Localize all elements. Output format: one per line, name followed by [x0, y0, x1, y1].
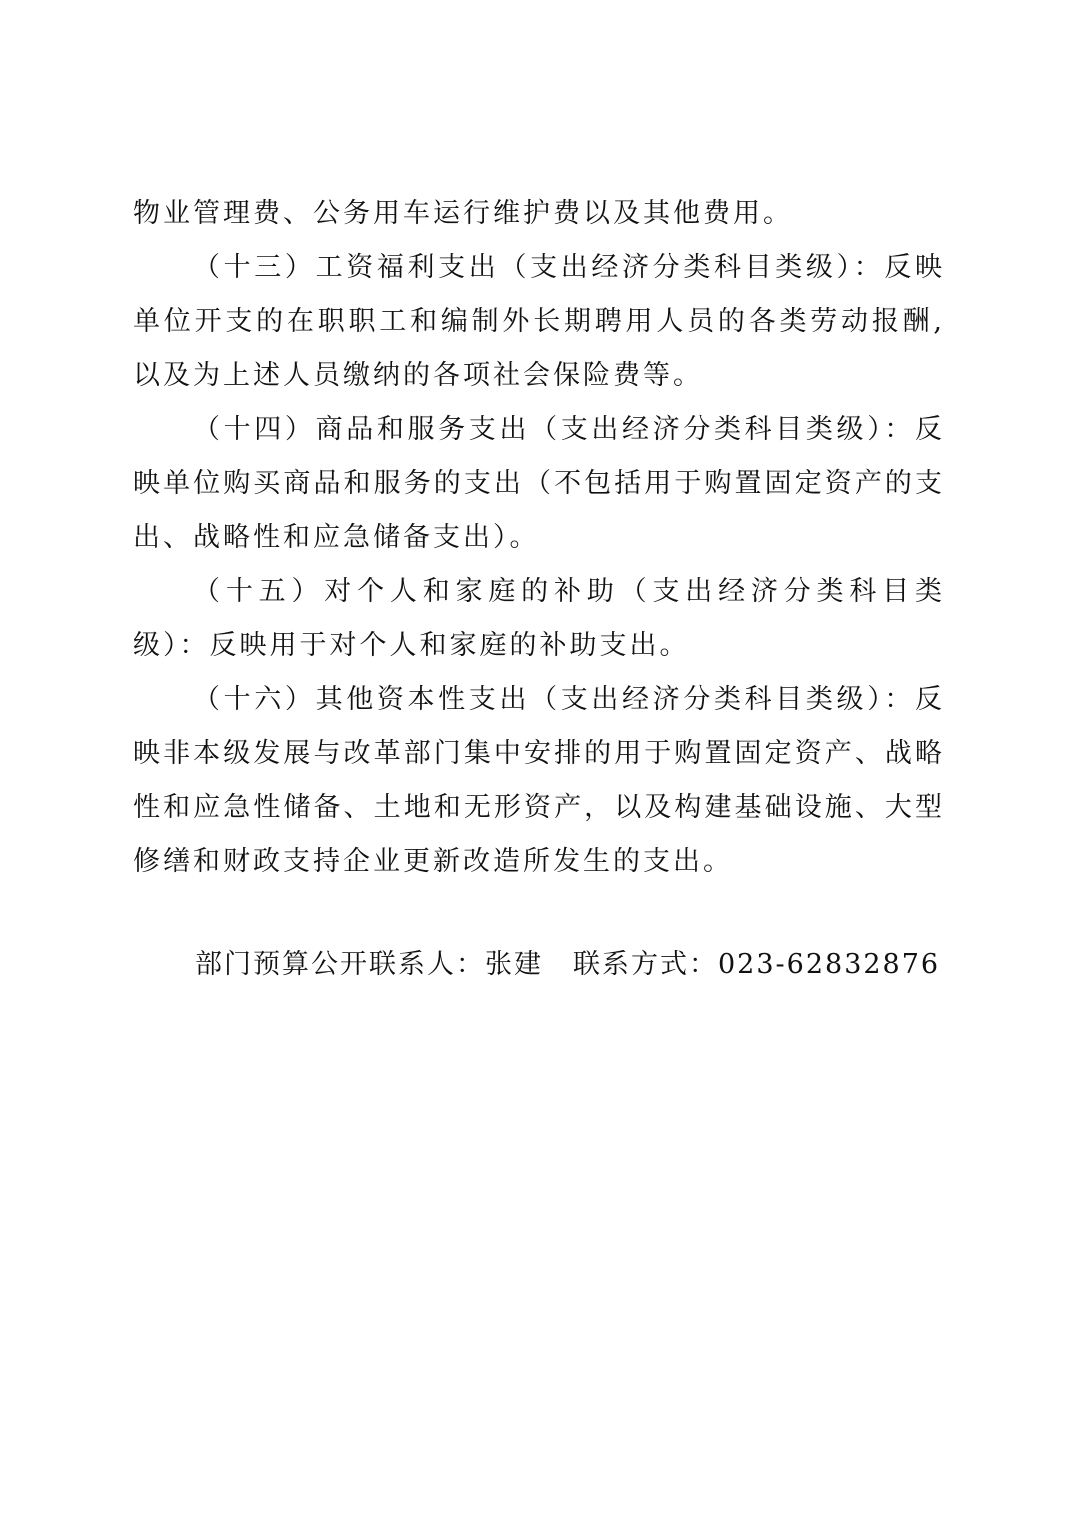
paragraph-continuation: 物业管理费、公务用车运行维护费以及其他费用。	[133, 198, 793, 229]
paragraph-household-subsidy: （十五）对个人和家庭的补助（支出经济分类科目类级）：反映用于对个人和家庭的补助支出。	[133, 576, 945, 661]
document-body	[133, 187, 945, 889]
paragraph-other-capital: （十六）其他资本性支出（支出经济分类科目类级）：反映非本级发展与改革部门集中安排的用于购置固定资产、战略性和应急性储备、土地和无形资产，以及构建基础设施、大型修缮和财政支持企业更新改造所发生的支出。	[133, 684, 945, 877]
contact-line	[195, 938, 955, 992]
paragraph-goods-services: （十四）商品和服务支出（支出经济分类科目类级）：反映单位购买商品和服务的支出（不包括用于购置固定资产的支出、战略性和应急储备支出）。	[133, 414, 945, 553]
contact-phone: 联系方式：023-62832876	[573, 949, 941, 980]
paragraph-wages-welfare: （十三）工资福利支出（支出经济分类科目类级）：反映单位开支的在职职工和编制外长期聘用人员的各类劳动报酬,以及为上述人员缴纳的各项社会保险费等。	[133, 252, 945, 391]
contact-person: 部门预算公开联系人：张建	[195, 949, 543, 980]
